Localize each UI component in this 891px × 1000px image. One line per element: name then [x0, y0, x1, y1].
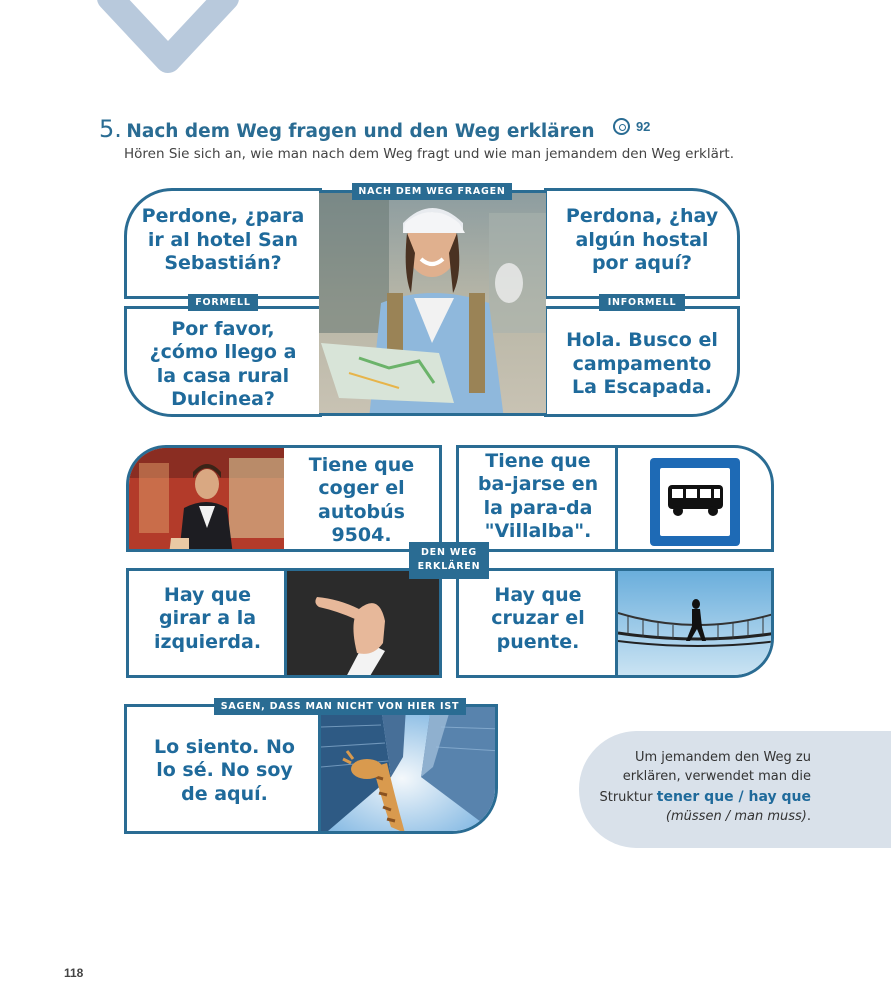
grammar-note — [579, 731, 891, 848]
chevron-down-icon — [96, 0, 241, 80]
giraffe-skyscraper-photo — [318, 704, 498, 834]
exercise-heading — [99, 115, 799, 143]
informal-question-2-text: Hola. Busco el campamento La Escapada. — [566, 329, 718, 399]
thumb-left-photo — [284, 568, 442, 678]
bridge-photo — [615, 568, 774, 678]
note-line-4 — [599, 808, 811, 827]
track-number: 92 — [635, 119, 651, 134]
explain-bus — [284, 445, 442, 552]
formal-question-1 — [124, 188, 322, 299]
section-label-explain-way — [409, 542, 489, 579]
informal-question-1-text: Perdona, ¿hay algún hostal por aquí? — [565, 205, 719, 275]
page-number: 118 — [64, 966, 84, 980]
not-from-here — [124, 704, 322, 834]
explain-label-line1: DEN WEG — [421, 547, 477, 558]
cd-icon — [613, 118, 630, 135]
note-translation: (müssen / man muss) — [665, 808, 807, 824]
explain-bus-stop-text: Tiene que ba-jarse en la para-da "Villalba". — [477, 449, 599, 542]
informal-question-2 — [544, 306, 740, 417]
informal-question-1 — [544, 188, 740, 299]
not-from-here-text: Lo siento. No lo sé. No soy de aquí. — [154, 735, 295, 805]
section-label-not-from-here: SAGEN, DASS MAN NICHT VON HIER IST — [214, 698, 466, 715]
instruction-text: Hören Sie sich an, wie man nach dem Weg fragt und wie man jemandem den Weg erklärt. — [124, 146, 734, 162]
explain-cross-bridge-text: Hay que cruzar el puente. — [491, 583, 585, 653]
formal-question-1-text: Perdone, ¿para ir al hotel San Sebastián? — [141, 205, 305, 275]
audio-track[interactable] — [613, 118, 650, 135]
note-line-2: erklären, verwendet man die — [622, 768, 811, 784]
note-line-3 — [599, 787, 811, 808]
explain-bus-text: Tiene que coger el autobús 9504. — [308, 453, 415, 546]
explain-bus-stop — [456, 445, 617, 552]
formal-question-2 — [124, 306, 322, 417]
label-formal: FORMELL — [188, 294, 258, 311]
bus-stop-sign — [615, 445, 774, 552]
section-label-ask-way: NACH DEM WEG FRAGEN — [352, 183, 512, 200]
note-line-4-end: . — [806, 808, 811, 824]
exercise-title: Nach dem Weg fragen und den Weg erklären — [126, 121, 595, 142]
explain-turn-left-text: Hay que girar a la izquierda. — [153, 583, 262, 653]
bus-woman-photo — [126, 445, 286, 552]
exercise-number: 5. — [99, 115, 122, 143]
note-line-1: Um jemandem den Weg zu — [635, 750, 811, 765]
formal-question-2-text: Por favor, ¿cómo llego a la casa rural Dulcinea? — [149, 317, 297, 410]
note-line-3-prefix: Struktur — [599, 789, 657, 805]
note-highlight: tener que / hay que — [656, 788, 811, 805]
explain-turn-left — [126, 568, 286, 678]
explain-cross-bridge — [456, 568, 617, 678]
label-informal: INFORMELL — [599, 294, 685, 311]
explain-label-line2: ERKLÄREN — [417, 561, 481, 573]
tourist-photo — [319, 190, 546, 416]
